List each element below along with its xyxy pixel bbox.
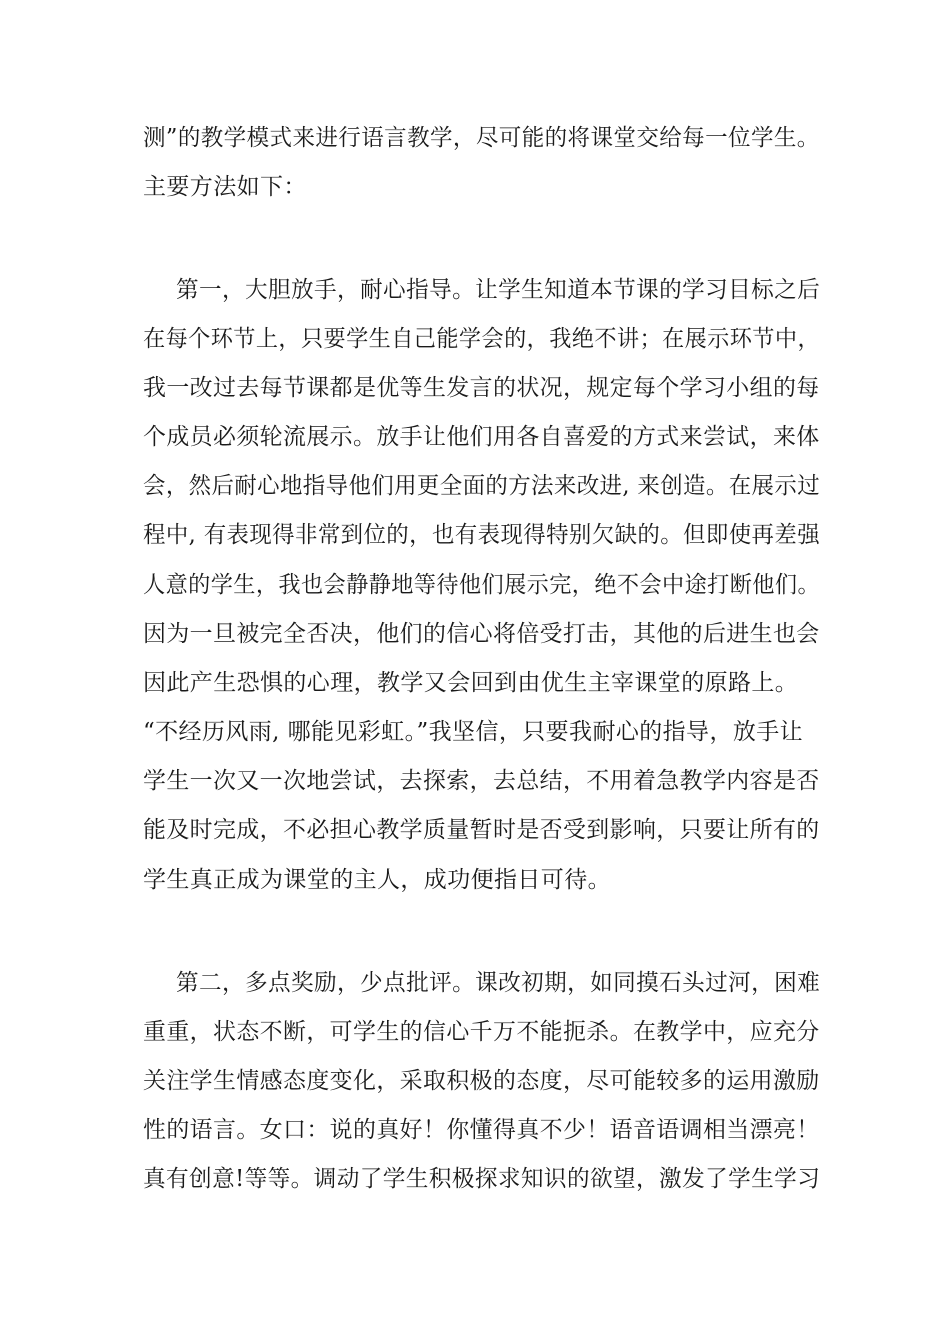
text-line: 学生一次又一次地尝试，去探索，去总结，不用着急教学内容是否: [143, 768, 820, 794]
text-line: 会，然后耐心地指导他们用更全面的方法来改进, 来创造。在展示过: [143, 473, 821, 499]
text-line: 学生真正成为课堂的主人，成功便指日可待。: [143, 867, 611, 893]
text-line: 程中, 有表现得非常到位的，也有表现得特别欠缺的。但即使再差强: [143, 522, 821, 548]
text-line: 个成员必须轮流展示。放手让他们用各自喜爱的方式来尝试，来体: [143, 424, 820, 450]
text-line: 因此产生恐惧的心理，教学又会回到由优生主宰课堂的原路上。: [143, 670, 799, 696]
text-line: 关注学生情感态度变化，采取积极的态度，尽可能较多的运用激励: [143, 1068, 820, 1094]
text-line: 测”的教学模式来进行语言教学，尽可能的将课堂交给每一位学生。: [143, 125, 820, 151]
text-line: 能及时完成，不必担心教学质量暂时是否受到影响，只要让所有的: [143, 817, 820, 843]
text-line: 重重，状态不断，可学生的信心千万不能扼杀。在教学中，应充分: [143, 1019, 820, 1045]
paragraph-first-line: 第一，大胆放手，耐心指导。让学生知道本节课的学习目标之后: [176, 277, 821, 303]
text-line: 主要方法如下：: [143, 174, 307, 200]
text-line: “不经历风雨, 哪能见彩虹。”我坚信，只要我耐心的指导，放手让: [143, 719, 804, 745]
text-line: 真有创意!等等。调动了学生积极探求知识的欲望，激发了学生学习: [143, 1166, 821, 1192]
paragraph-first-line: 第二，多点奖励，少点批评。课改初期，如同摸石头过河，困难: [176, 970, 821, 996]
text-line: 在每个环节上，只要学生自己能学会的，我绝不讲；在展示环节中，: [143, 326, 821, 352]
text-line: 因为一旦被完全否决，他们的信心将倍受打击，其他的后进生也会: [143, 621, 820, 647]
text-line: 我一改过去每节课都是优等生发言的状况，规定每个学习小组的每: [143, 375, 820, 401]
text-line: 人意的学生，我也会静静地等待他们展示完，绝不会中途打断他们。: [143, 572, 821, 598]
text-line: 性的语言。女口：说的真好！你懂得真不少！语音语调相当漂亮！: [143, 1117, 820, 1143]
